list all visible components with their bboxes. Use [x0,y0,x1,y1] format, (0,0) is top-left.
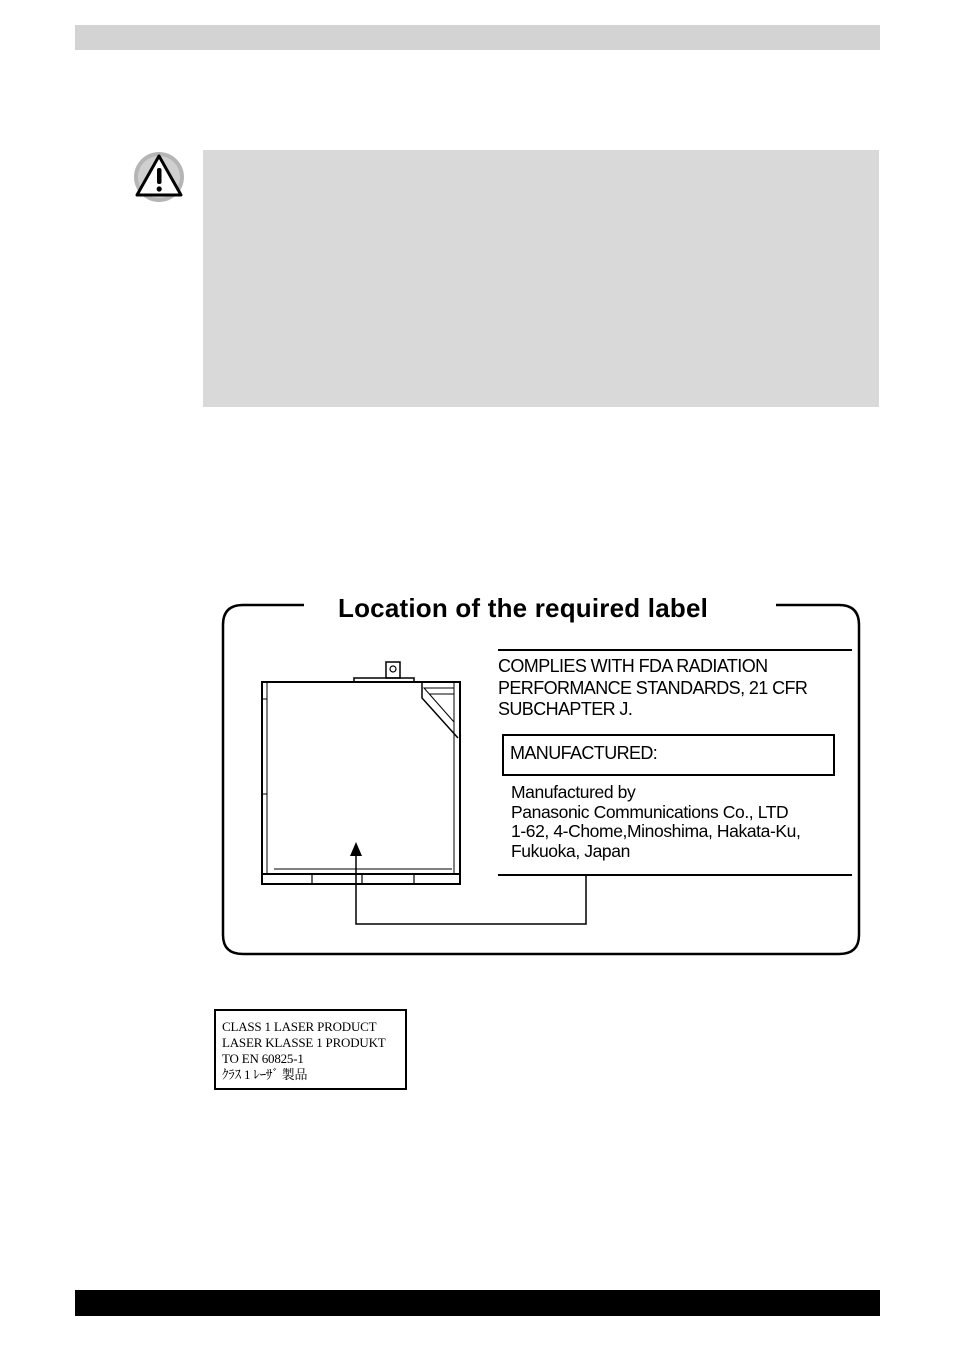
manufactured-date-box [502,734,835,776]
manufactured-label: MANUFACTURED: [510,743,658,763]
fda-line: SUBCHAPTER J. [498,699,633,719]
caution-box [203,150,879,407]
manufacturer-heading: Manufactured by [511,782,636,802]
fda-compliance-text [498,656,848,721]
laser-label-line: ｸﾗｽ 1 ﾚｰｻﾞ 製品 [222,1067,308,1082]
laser-label-line: TO EN 60825-1 [222,1051,304,1066]
manufacturer-line: Panasonic Communications Co., LTD [511,801,789,822]
manufacturer-line: Fukuoka, Japan [511,840,630,861]
page-footer-bar [75,1290,880,1316]
laser-label-line: LASER KLASSE 1 PRODUKT [222,1035,386,1050]
warning-triangle-icon [131,149,187,205]
label-location-figure [218,588,864,960]
laser-class-label [214,1009,407,1090]
fda-line: COMPLIES WITH FDA RADIATION [498,656,768,676]
laser-label-line: CLASS 1 LASER PRODUCT [222,1019,377,1034]
page-header-bar [75,25,880,50]
fda-line: PERFORMANCE STANDARDS, 21 CFR [498,677,808,698]
figure-title: Location of the required label [330,593,716,624]
manufacturer-info [511,783,856,861]
manufacturer-line: 1-62, 4-Chome,Minoshima, Hakata-Ku, [511,821,801,841]
